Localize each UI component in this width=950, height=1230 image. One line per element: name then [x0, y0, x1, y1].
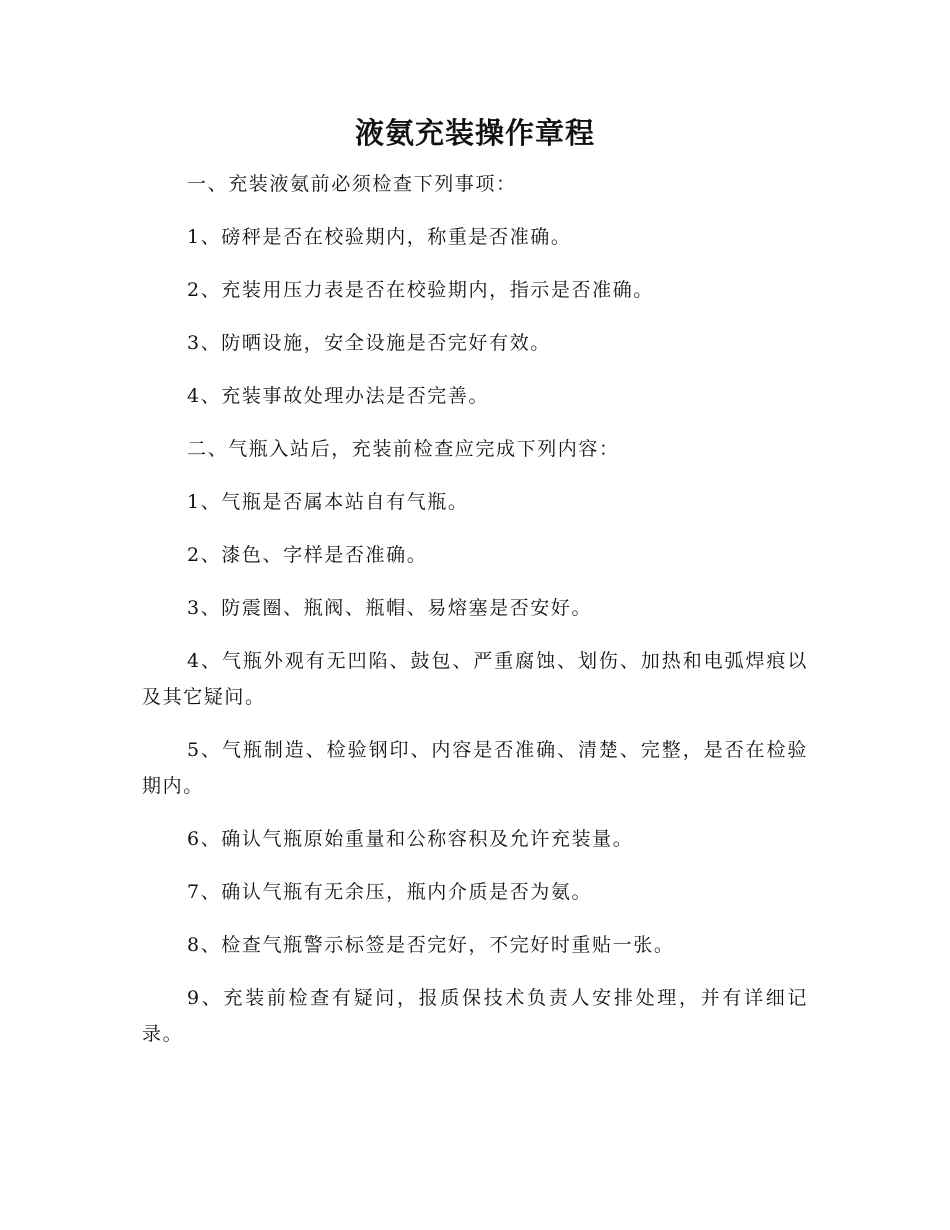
- list-item: 4、充装事故处理办法是否完善。: [187, 385, 490, 407]
- list-item: 7、确认气瓶有无余压，瓶内介质是否为氨。: [187, 881, 593, 903]
- list-item: 8、检查气瓶警示标签是否完好，不完好时重贴一张。: [187, 934, 675, 956]
- list-item: 2、充装用压力表是否在校验期内，指示是否准确。: [187, 279, 654, 301]
- list-item: 5、气瓶制造、检验钢印、内容是否准确、清楚、完整，是否在检验期内。: [142, 739, 808, 797]
- list-item: 9、充装前检查有疑问，报质保技术负责人安排处理，并有详细记录。: [142, 987, 808, 1045]
- list-item: 3、防震圈、瓶阀、瓶帽、易熔塞是否安好。: [187, 597, 593, 619]
- document-body: [142, 166, 808, 1069]
- list-item: 1、气瓶是否属本站自有气瓶。: [187, 491, 469, 513]
- section-heading-2: 二、气瓶入站后，充装前检查应完成下列内容：: [187, 438, 620, 460]
- list-item: 3、防晒设施，安全设施是否完好有效。: [187, 332, 551, 354]
- list-item: 4、气瓶外观有无凹陷、鼓包、严重腐蚀、划伤、加热和电弧焊痕以及其它疑问。: [142, 650, 808, 708]
- list-item: 1、磅秤是否在校验期内，称重是否准确。: [187, 226, 572, 248]
- list-item: 6、确认气瓶原始重量和公称容积及允许充装量。: [187, 828, 634, 850]
- list-item: 2、漆色、字样是否准确。: [187, 544, 428, 566]
- document-title: 液氨充装操作章程: [354, 116, 595, 150]
- section-heading-1: 一、充装液氨前必须检查下列事项：: [187, 173, 517, 195]
